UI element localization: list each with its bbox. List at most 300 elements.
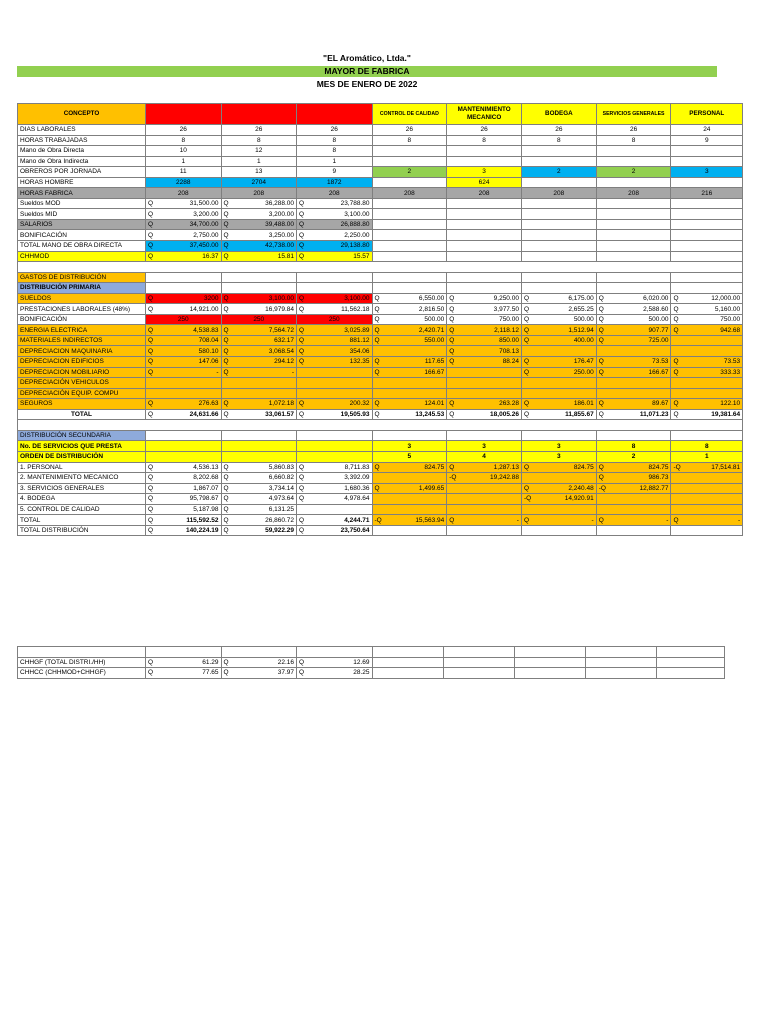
value-orden-control: 5 xyxy=(372,451,447,462)
value-d-servicios-personal xyxy=(671,483,743,494)
currency-symbol: Q xyxy=(521,462,533,473)
value-seguros-corte: 1,072.18 xyxy=(232,399,297,410)
row-label-dep-mobiliario: DEPRECIACION MOBILIARIO xyxy=(18,367,146,378)
value-chhcc-mezclado: 77.65 xyxy=(156,668,221,679)
value-orden-mantenimiento: 4 xyxy=(447,451,522,462)
value-dias-laborales-control: 26 xyxy=(372,125,447,136)
value-bonificacion2-mantenimiento: 750.00 xyxy=(458,314,521,325)
value-total2-mezclado: 115,592.52 xyxy=(156,515,221,526)
row-label-salarios: SALARIOS xyxy=(18,219,146,230)
empty-cell-servicios xyxy=(596,177,671,188)
empty-cell-personal xyxy=(671,198,743,209)
value-d-personal-empaque: 8,711.83 xyxy=(307,462,372,473)
value-obreros-bodega: 2 xyxy=(521,167,596,178)
value-prestaciones-personal: 5,160.00 xyxy=(683,304,743,315)
currency-symbol: Q xyxy=(297,473,308,484)
row-label-dist-primaria: DISTRIBUCIÓN PRIMARIA xyxy=(18,283,146,294)
value-dep-vehiculos-empaque xyxy=(297,378,373,389)
currency-symbol: Q xyxy=(297,525,308,536)
value-dep-mobiliario-servicios: 166.67 xyxy=(608,367,671,378)
value-dep-mobiliario-bodega: 250.00 xyxy=(533,367,596,378)
currency-symbol: Q xyxy=(221,230,232,241)
empty-cell-bodega xyxy=(521,283,596,294)
currency-symbol: Q xyxy=(297,657,308,668)
value-horas-trabajadas-personal: 9 xyxy=(671,135,743,146)
table-row xyxy=(18,388,743,399)
value-dep-maquinaria-corte: 3,068.54 xyxy=(232,346,297,357)
empty-cell-personal xyxy=(671,525,743,536)
empty-cell-personal xyxy=(671,209,743,220)
value-seguros-mezclado: 276.63 xyxy=(156,399,221,410)
value-obreros-control: 2 xyxy=(372,167,447,178)
row-label-num-servicios: No. DE SERVICIOS QUE PRESTA xyxy=(18,441,146,452)
value-d-personal-control: 824.75 xyxy=(384,462,447,473)
empty-cell-bodega xyxy=(514,647,585,658)
value-chhgf-empaque: 12.69 xyxy=(307,657,372,668)
empty-cell-control xyxy=(372,209,447,220)
currency-symbol: Q xyxy=(146,357,157,368)
table-row xyxy=(18,314,743,325)
value-dep-edificios-personal: 73.53 xyxy=(683,357,743,368)
value-d-servicios-servicios: 12,882.77 xyxy=(608,483,671,494)
value-dep-mobiliario-empaque xyxy=(297,367,373,378)
currency-symbol: Q xyxy=(447,335,459,346)
currency-symbol: Q xyxy=(297,219,308,230)
column-header-bodega: BODEGA xyxy=(521,104,596,125)
value-mano-indirecta-corte: 1 xyxy=(221,156,297,167)
empty-cell-personal xyxy=(671,230,743,241)
currency-symbol: Q xyxy=(146,473,157,484)
value-d-personal-bodega: 824.75 xyxy=(533,462,596,473)
currency-symbol: -Q xyxy=(671,462,683,473)
currency-symbol: Q xyxy=(221,668,232,679)
table-row xyxy=(18,188,743,199)
currency-symbol: Q xyxy=(521,367,533,378)
value-total2-mantenimiento: - xyxy=(458,515,521,526)
value-mano-directa-corte: 12 xyxy=(221,146,297,157)
empty-cell-bodega xyxy=(521,430,596,441)
empty-cell-mantenimiento xyxy=(447,272,522,283)
value-materiales-servicios: 725.00 xyxy=(608,335,671,346)
table-row xyxy=(18,146,743,157)
value-dep-maquinaria-bodega xyxy=(521,346,596,357)
currency-symbol: Q xyxy=(297,409,308,420)
value-d-servicios-mezclado: 1,867.07 xyxy=(156,483,221,494)
empty-cell-control xyxy=(372,430,447,441)
currency-symbol: Q xyxy=(297,304,308,315)
table-row xyxy=(18,156,743,167)
row-label-total-distribucion: TOTAL DISTRIBUCIÓN xyxy=(18,525,146,536)
value-orden-bodega: 3 xyxy=(521,451,596,462)
empty-cell-corte xyxy=(221,647,297,658)
currency-symbol: Q xyxy=(297,346,308,357)
column-header-control: CONTROL DE CALIDAD xyxy=(372,104,447,125)
empty-cell-bodega xyxy=(521,198,596,209)
value-d-control-control xyxy=(372,504,447,515)
value-dep-vehiculos-personal xyxy=(671,378,743,389)
empty-cell-mezclado xyxy=(146,272,222,283)
value-orden-personal: 1 xyxy=(671,451,743,462)
empty-cell-mantenimiento xyxy=(447,241,522,252)
empty-cell-control xyxy=(372,283,447,294)
currency-symbol: -Q xyxy=(372,515,384,526)
table-row xyxy=(18,325,743,336)
empty-cell-personal xyxy=(671,283,743,294)
empty-cell-mantenimiento xyxy=(447,219,522,230)
value-bonificacion1-corte: 3,250.00 xyxy=(232,230,297,241)
currency-symbol: Q xyxy=(596,304,608,315)
currency-symbol: Q xyxy=(146,304,157,315)
value-num-servicios-mantenimiento: 3 xyxy=(447,441,522,452)
value-dep-mobiliario-mantenimiento xyxy=(447,367,522,378)
empty-cell-mantenimiento xyxy=(443,647,514,658)
value-prestaciones-corte: 16,979.84 xyxy=(232,304,297,315)
currency-symbol: Q xyxy=(447,314,459,325)
currency-symbol: Q xyxy=(221,293,232,304)
empty-cell-mantenimiento xyxy=(447,251,522,262)
currency-symbol: Q xyxy=(221,473,232,484)
table-row xyxy=(18,219,743,230)
value-d-control-corte: 6,131.25 xyxy=(232,504,297,515)
currency-symbol: Q xyxy=(447,293,459,304)
value-dep-vehiculos-corte xyxy=(221,378,297,389)
currency-symbol: Q xyxy=(297,335,308,346)
row-label-horas-trabajadas: HORAS TRABAJADAS xyxy=(18,135,146,146)
value-d-personal-personal: 17,514.81 xyxy=(683,462,743,473)
value-obreros-mezclado: 11 xyxy=(146,167,222,178)
empty-cell-bodega xyxy=(521,209,596,220)
row-label-horas-hombre: HORAS HOMBRE xyxy=(18,177,146,188)
value-total-mod-empaque: 29,138.80 xyxy=(307,241,372,252)
currency-symbol: Q xyxy=(146,230,157,241)
hourly-cost-table xyxy=(17,646,725,679)
value-energia-control: 2,420.71 xyxy=(384,325,447,336)
value-d-bodega-personal xyxy=(671,494,743,505)
empty-cell-servicios xyxy=(596,251,671,262)
value-sueldos-control: 6,550.00 xyxy=(384,293,447,304)
currency-symbol: Q xyxy=(146,325,157,336)
value-num-servicios-personal: 8 xyxy=(671,441,743,452)
value-sueldos-empaque: 3,100.00 xyxy=(307,293,372,304)
currency-symbol: Q xyxy=(521,293,533,304)
value-obreros-personal: 3 xyxy=(671,167,743,178)
empty-cell-corte xyxy=(221,430,297,441)
empty-cell-servicios xyxy=(596,272,671,283)
currency-symbol: Q xyxy=(521,409,533,420)
value-horas-fabrica-personal: 216 xyxy=(671,188,743,199)
row-label-d-mantenimiento: 2. MANTENIMIENTO MECANICO xyxy=(18,473,146,484)
value-d-mantenimiento-servicios: 986.73 xyxy=(608,473,671,484)
empty-cell-mantenimiento xyxy=(447,525,522,536)
row-label-obreros: OBREROS POR JORNADA xyxy=(18,167,146,178)
empty-cell-servicios xyxy=(596,219,671,230)
value-orden-corte xyxy=(221,451,297,462)
empty-cell-bodega xyxy=(514,657,585,668)
currency-symbol: Q xyxy=(596,293,608,304)
currency-symbol: Q xyxy=(297,325,308,336)
currency-symbol: Q xyxy=(596,399,608,410)
value-dep-edificios-mantenimiento: 88.24 xyxy=(458,357,521,368)
currency-symbol: Q xyxy=(521,399,533,410)
empty-cell-personal xyxy=(671,251,743,262)
currency-symbol: Q xyxy=(297,209,308,220)
value-energia-empaque: 3,025.89 xyxy=(307,325,372,336)
empty-cell-mezclado xyxy=(146,430,222,441)
empty-cell-bodega xyxy=(521,272,596,283)
value-prestaciones-control: 2,816.50 xyxy=(384,304,447,315)
value-salarios-mezclado: 34,700.00 xyxy=(156,219,221,230)
blank-cell xyxy=(18,420,743,431)
period-title: MES DE ENERO DE 2022 xyxy=(316,79,418,89)
empty-cell-personal xyxy=(656,657,724,668)
currency-symbol: Q xyxy=(521,483,533,494)
value-dep-equipo-servicios xyxy=(596,388,671,399)
currency-symbol: Q xyxy=(221,483,232,494)
value-total2-bodega: - xyxy=(533,515,596,526)
value-bonificacion2-servicios: 500.00 xyxy=(608,314,671,325)
column-header-servicios: SERVICIOS GENERALES xyxy=(596,104,671,125)
currency-symbol: Q xyxy=(221,346,232,357)
currency-symbol: Q xyxy=(671,304,683,315)
currency-symbol: Q xyxy=(221,335,232,346)
value-total1-corte: 33,061.57 xyxy=(232,409,297,420)
empty-cell-servicios xyxy=(596,283,671,294)
row-label-d-servicios: 3. SERVICIOS GENERALES xyxy=(18,483,146,494)
table-row xyxy=(18,241,743,252)
currency-symbol: Q xyxy=(596,462,608,473)
value-chhcc-corte: 37.97 xyxy=(232,668,297,679)
value-d-bodega-corte: 4,973.64 xyxy=(232,494,297,505)
value-dep-edificios-bodega: 176.47 xyxy=(533,357,596,368)
empty-cell-control xyxy=(372,156,447,167)
value-energia-personal: 942.68 xyxy=(683,325,743,336)
empty-cell-mantenimiento xyxy=(443,657,514,668)
value-d-servicios-empaque: 1,680.36 xyxy=(307,483,372,494)
currency-symbol: Q xyxy=(221,399,232,410)
currency-symbol: Q xyxy=(297,462,308,473)
value-sueldos-bodega: 6,175.00 xyxy=(533,293,596,304)
value-d-servicios-bodega: 2,240.48 xyxy=(533,483,596,494)
value-prestaciones-mantenimiento: 3,977.50 xyxy=(458,304,521,315)
table-row xyxy=(18,494,743,505)
value-dep-mobiliario-mezclado: - xyxy=(156,367,221,378)
value-bonificacion1-empaque: 2,250.00 xyxy=(307,230,372,241)
value-mano-directa-empaque: 8 xyxy=(297,146,373,157)
currency-symbol: Q xyxy=(447,515,459,526)
section-row xyxy=(18,430,743,441)
value-total2-servicios: - xyxy=(608,515,671,526)
currency-symbol: Q xyxy=(596,325,608,336)
value-total1-servicios: 11,071.23 xyxy=(608,409,671,420)
value-chhgf-corte: 22.16 xyxy=(232,657,297,668)
value-dep-equipo-mezclado xyxy=(146,388,222,399)
value-horas-trabajadas-empaque: 8 xyxy=(297,135,373,146)
currency-symbol: Q xyxy=(372,483,384,494)
value-d-bodega-empaque: 4,978.64 xyxy=(307,494,372,505)
value-sueldos-mantenimiento: 9,250.00 xyxy=(458,293,521,304)
currency-symbol: Q xyxy=(221,241,232,252)
empty-cell-personal xyxy=(671,156,743,167)
value-mano-indirecta-mezclado: 1 xyxy=(146,156,222,167)
value-num-servicios-bodega: 3 xyxy=(521,441,596,452)
value-horas-fabrica-control: 208 xyxy=(372,188,447,199)
table-row xyxy=(18,304,743,315)
value-chhgf-mezclado: 61.29 xyxy=(156,657,221,668)
empty-cell-mantenimiento xyxy=(447,209,522,220)
value-d-personal-servicios: 824.75 xyxy=(608,462,671,473)
value-dep-vehiculos-bodega xyxy=(521,378,596,389)
table-row xyxy=(18,473,743,484)
value-bonificacion2-bodega: 500.00 xyxy=(533,314,596,325)
value-sueldos-mid-empaque: 3,100.00 xyxy=(307,209,372,220)
currency-symbol: Q xyxy=(297,198,308,209)
value-dep-maquinaria-personal xyxy=(671,346,743,357)
value-num-servicios-servicios: 8 xyxy=(596,441,671,452)
currency-symbol: Q xyxy=(221,251,232,262)
currency-symbol: Q xyxy=(146,515,157,526)
row-label-d-personal: 1. PERSONAL xyxy=(18,462,146,473)
empty-cell-control xyxy=(372,525,447,536)
value-total2-personal: - xyxy=(683,515,743,526)
value-dias-laborales-mezclado: 26 xyxy=(146,125,222,136)
currency-symbol: Q xyxy=(596,314,608,325)
value-energia-bodega: 1,512.94 xyxy=(533,325,596,336)
currency-symbol: Q xyxy=(596,515,608,526)
value-dias-laborales-corte: 26 xyxy=(221,125,297,136)
currency-symbol: Q xyxy=(447,346,459,357)
table-row xyxy=(18,357,743,368)
value-sueldos-mod-corte: 36,288.00 xyxy=(232,198,297,209)
currency-symbol: Q xyxy=(372,304,384,315)
empty-cell-corte xyxy=(221,272,297,283)
value-total1-control: 13,245.53 xyxy=(384,409,447,420)
currency-symbol: Q xyxy=(671,293,683,304)
value-d-control-mantenimiento xyxy=(447,504,522,515)
value-d-personal-mezclado: 4,536.13 xyxy=(156,462,221,473)
value-bonificacion2-control: 500.00 xyxy=(384,314,447,325)
value-horas-trabajadas-bodega: 8 xyxy=(521,135,596,146)
currency-symbol: Q xyxy=(372,357,384,368)
value-prestaciones-mezclado: 14,921.00 xyxy=(156,304,221,315)
currency-symbol: Q xyxy=(596,367,608,378)
empty-cell-control xyxy=(372,198,447,209)
value-sueldos-mid-mezclado: 3,200.00 xyxy=(156,209,221,220)
currency-symbol: Q xyxy=(146,668,157,679)
table-row xyxy=(18,378,743,389)
column-header-concept: CONCEPTO xyxy=(18,104,146,125)
value-dep-mobiliario-personal: 333.33 xyxy=(683,367,743,378)
currency-symbol: Q xyxy=(221,409,232,420)
empty-cell-control xyxy=(372,647,443,658)
value-dep-equipo-corte xyxy=(221,388,297,399)
empty-cell-servicios xyxy=(596,156,671,167)
empty-cell-servicios xyxy=(596,430,671,441)
value-dias-laborales-bodega: 26 xyxy=(521,125,596,136)
value-horas-fabrica-mezclado: 208 xyxy=(146,188,222,199)
value-num-servicios-mezclado xyxy=(146,441,222,452)
value-chhmod-mezclado: 16.37 xyxy=(156,251,221,262)
value-sueldos-mezclado: 3200 xyxy=(156,293,221,304)
value-d-mantenimiento-mantenimiento: 19,242.88 xyxy=(458,473,521,484)
currency-symbol: Q xyxy=(671,409,683,420)
column-header-personal: PERSONAL xyxy=(671,104,743,125)
table-row xyxy=(18,251,743,262)
section-row xyxy=(18,272,743,283)
table-row xyxy=(18,167,743,178)
value-horas-fabrica-empaque: 208 xyxy=(297,188,373,199)
currency-symbol: Q xyxy=(221,525,232,536)
currency-symbol: Q xyxy=(146,525,157,536)
value-seguros-empaque: 200.32 xyxy=(307,399,372,410)
currency-symbol: Q xyxy=(221,515,232,526)
empty-cell-empaque xyxy=(297,504,373,515)
currency-symbol: Q xyxy=(221,219,232,230)
empty-cell-control xyxy=(372,657,443,668)
row-label-materiales: MATERIALES INDIRECTOS xyxy=(18,335,146,346)
value-dep-vehiculos-servicios xyxy=(596,378,671,389)
currency-symbol: Q xyxy=(146,219,157,230)
company-title: "EL Aromático, Ltda." xyxy=(323,53,411,63)
currency-symbol: Q xyxy=(671,357,683,368)
currency-symbol: Q xyxy=(146,209,157,220)
value-dep-maquinaria-servicios xyxy=(596,346,671,357)
empty-cell-servicios xyxy=(585,647,656,658)
currency-symbol: Q xyxy=(372,335,384,346)
currency-symbol: Q xyxy=(146,462,157,473)
value-sueldos-corte: 3,100.00 xyxy=(232,293,297,304)
currency-symbol: Q xyxy=(521,304,533,315)
table-row xyxy=(18,346,743,357)
value-total2-empaque: 4,244.71 xyxy=(307,515,372,526)
currency-symbol: Q xyxy=(146,335,157,346)
currency-symbol: Q xyxy=(297,357,308,368)
cost-distribution-table xyxy=(17,103,743,536)
currency-symbol: Q xyxy=(146,241,157,252)
currency-symbol: Q xyxy=(521,515,533,526)
value-d-bodega-servicios xyxy=(596,494,671,505)
empty-cell-servicios xyxy=(596,209,671,220)
table-row xyxy=(18,177,743,188)
value-seguros-control: 124.01 xyxy=(384,399,447,410)
row-label-dep-maquinaria: DEPRECIACION MAQUINARIA xyxy=(18,346,146,357)
value-horas-hombre-empaque: 1872 xyxy=(297,177,373,188)
value-d-mantenimiento-personal xyxy=(671,473,743,484)
blank-cell xyxy=(18,262,743,273)
table-row xyxy=(18,198,743,209)
empty-cell-mantenimiento xyxy=(447,198,522,209)
currency-symbol: Q xyxy=(671,325,683,336)
value-dep-maquinaria-mezclado: 580.10 xyxy=(156,346,221,357)
currency-symbol: Q xyxy=(372,367,384,378)
empty-cell-servicios xyxy=(596,230,671,241)
currency-symbol: Q xyxy=(297,483,308,494)
value-sueldos-servicios: 6,020.00 xyxy=(608,293,671,304)
empty-cell-servicios xyxy=(596,146,671,157)
value-total-mod-corte: 42,738.00 xyxy=(232,241,297,252)
value-materiales-empaque: 881.12 xyxy=(307,335,372,346)
value-dep-edificios-corte: 294.12 xyxy=(232,357,297,368)
empty-cell-personal xyxy=(671,219,743,230)
value-seguros-bodega: 186.01 xyxy=(533,399,596,410)
value-dep-edificios-servicios: 73.53 xyxy=(608,357,671,368)
empty-cell-servicios xyxy=(596,525,671,536)
value-dep-vehiculos-control xyxy=(372,378,447,389)
value-total-mod-mezclado: 37,450.00 xyxy=(156,241,221,252)
empty-cell-personal xyxy=(656,668,724,679)
empty-cell-mezclado xyxy=(146,647,222,658)
value-d-personal-corte: 5,860.83 xyxy=(232,462,297,473)
currency-symbol: Q xyxy=(221,462,232,473)
